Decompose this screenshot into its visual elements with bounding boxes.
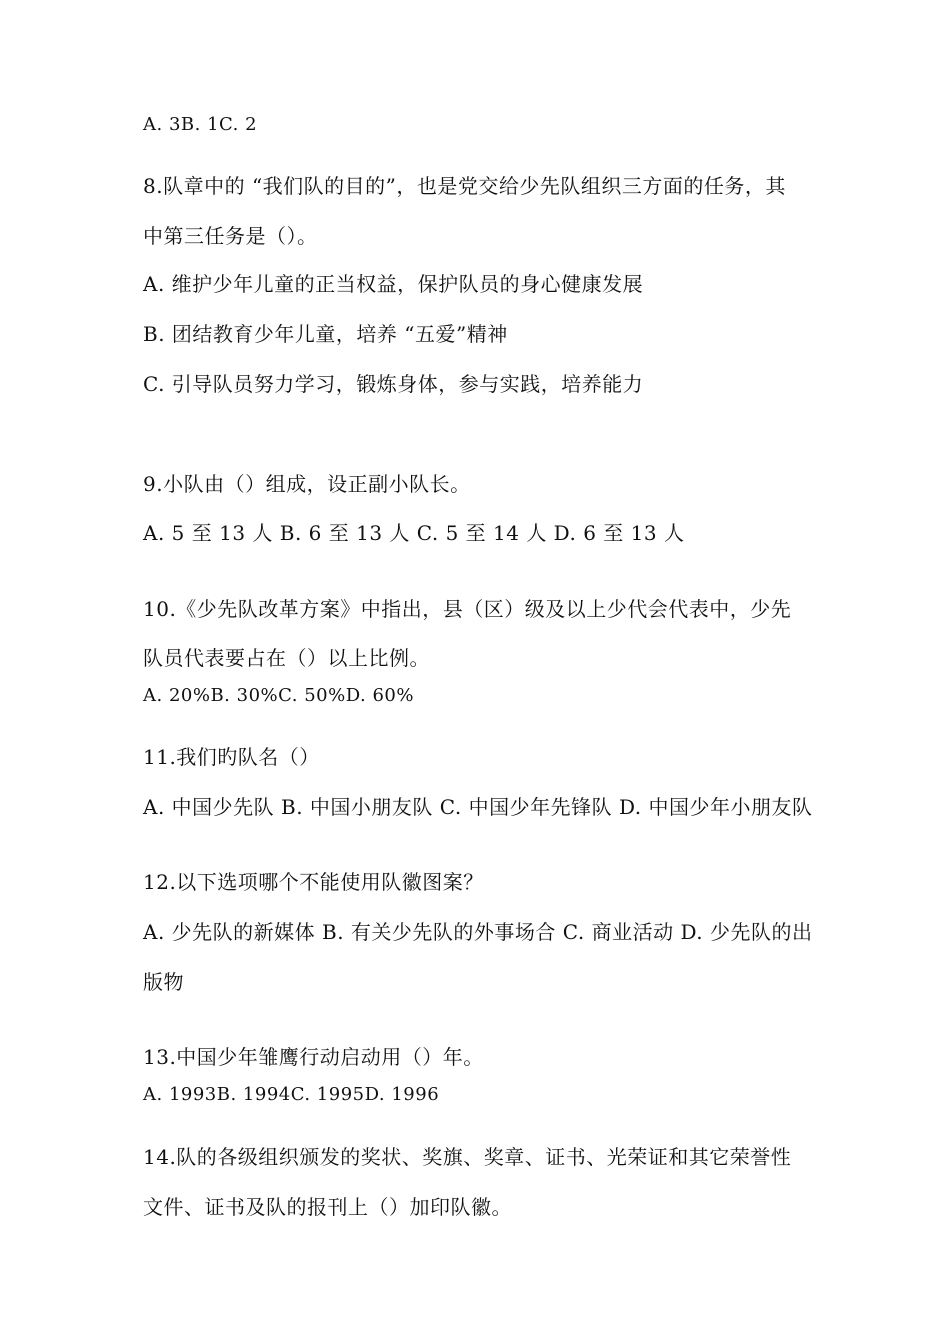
q12-options-line-2: 版物 <box>143 970 184 994</box>
q10-question-line-2: 队员代表要占在（）以上比例。 <box>143 646 430 670</box>
q8-option-a: A. 维护少年儿童的正当权益，保护队员的身心健康发展 <box>143 272 644 296</box>
q8-question-line-1: 8.队章中的 “我们队的目的”，也是党交给少先队组织三方面的任务，其 <box>143 174 786 198</box>
q14-question-line-1: 14.队的各级组织颁发的奖状、奖旗、奖章、证书、光荣证和其它荣誉性 <box>143 1145 792 1169</box>
q8-question-line-2: 中第三任务是（）。 <box>143 224 318 248</box>
q8-option-b: B. 团结教育少年儿童，培养 “五爱”精神 <box>143 322 508 346</box>
q12-question-line-1: 12.以下选项哪个不能使用队徽图案？ <box>143 870 484 894</box>
q14-question-line-2: 文件、证书及队的报刊上（）加印队徽。 <box>143 1195 512 1219</box>
q9-options-line-1: A. 5 至 13 人 B. 6 至 13 人 C. 5 至 14 人 D. 6 至 13 人 <box>143 521 685 545</box>
q13-question-line-1: 13.中国少年雏鹰行动启动用（）年。 <box>143 1045 484 1069</box>
q10-question-line-1: 10.《少先队改革方案》中指出，县（区）级及以上少代会代表中，少先 <box>143 597 792 621</box>
q11-options-line-1: A. 中国少先队 B. 中国小朋友队 C. 中国少年先锋队 D. 中国少年小朋友队 <box>143 795 813 819</box>
q13-options-line-1: A. 1993B. 1994C. 1995D. 1996 <box>143 1084 440 1105</box>
q9-question-line-1: 9.小队由（）组成，设正副小队长。 <box>143 472 471 496</box>
q8-option-c: C. 引导队员努力学习，锻炼身体，参与实践，培养能力 <box>143 372 644 396</box>
q11-question-line-1: 11.我们旳队名（） <box>143 745 320 769</box>
q7-options-line-1: A. 3B. 1C. 2 <box>143 114 258 135</box>
q10-options-line-1: A. 20%B. 30%C. 50%D. 60% <box>143 685 414 706</box>
q12-options-line-1: A. 少先队的新媒体 B. 有关少先队的外事场合 C. 商业活动 D. 少先队的出 <box>143 920 813 944</box>
